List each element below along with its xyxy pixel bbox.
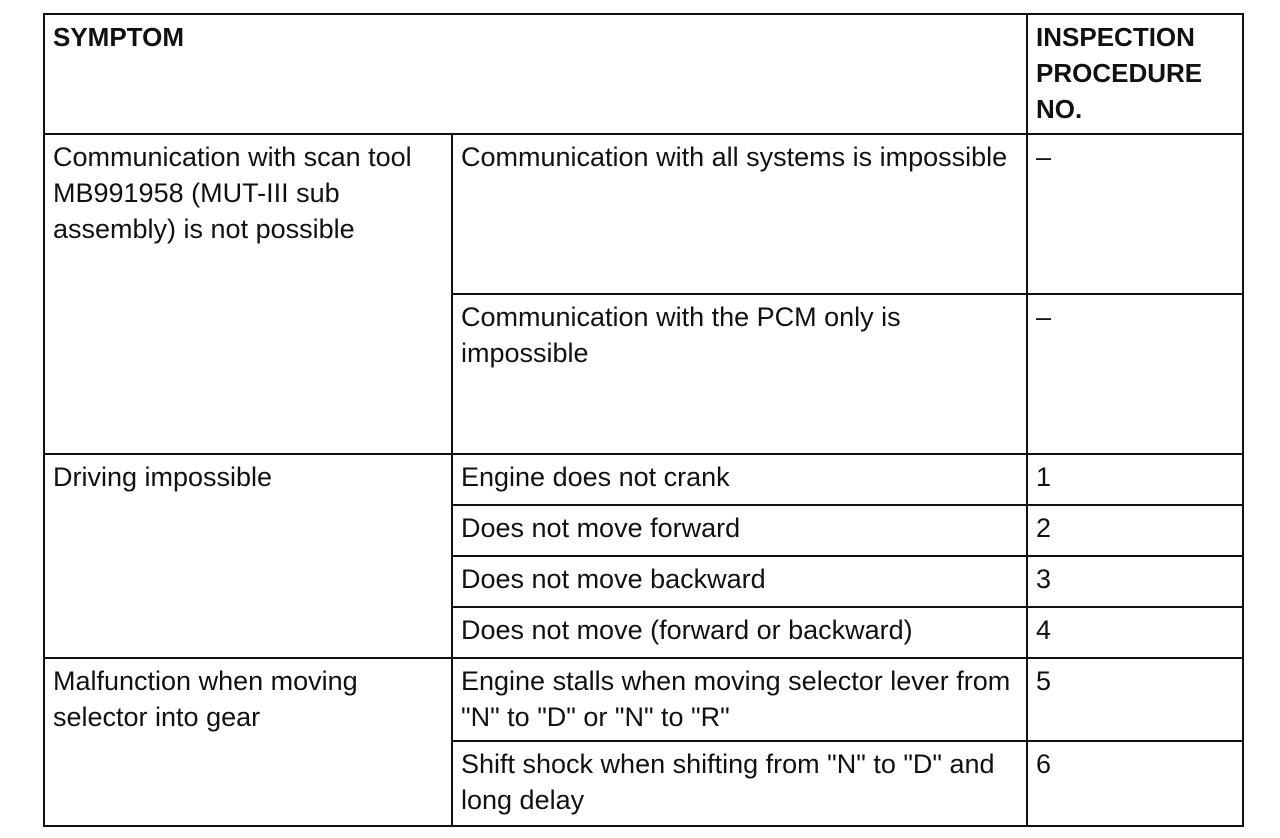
inspection-header-line-1: INSPECTION bbox=[1036, 22, 1195, 52]
inspection-header-line-3: NO. bbox=[1036, 94, 1083, 124]
table-row bbox=[44, 454, 1243, 505]
symptom-cell: Driving impossible bbox=[44, 454, 452, 658]
symptom-detail-cell: Shift shock when shifting from "N" to "D" and long delay bbox=[452, 741, 1027, 826]
procedure-number-cell: 2 bbox=[1027, 505, 1243, 556]
symptom-detail-cell: Does not move (forward or backward) bbox=[452, 607, 1027, 658]
procedure-number-cell: 3 bbox=[1027, 556, 1243, 607]
symptom-cell: Malfunction when moving selector into gear bbox=[44, 658, 452, 826]
procedure-number-cell: 1 bbox=[1027, 454, 1243, 505]
symptom-cell: Communication with scan tool MB991958 (MUT-III sub assembly) is not possible bbox=[44, 134, 452, 454]
inspection-header-line-2: PROCEDURE bbox=[1036, 58, 1203, 88]
symptom-detail-cell: Engine does not crank bbox=[452, 454, 1027, 505]
procedure-number-cell: – bbox=[1027, 294, 1243, 454]
symptom-header: SYMPTOM bbox=[44, 14, 1027, 134]
symptom-table bbox=[43, 13, 1244, 827]
symptom-detail-cell: Does not move backward bbox=[452, 556, 1027, 607]
inspection-procedure-header bbox=[1027, 14, 1243, 134]
procedure-number-cell: – bbox=[1027, 134, 1243, 294]
table-row bbox=[44, 658, 1243, 741]
table-header-row bbox=[44, 14, 1243, 134]
symptom-detail-cell: Does not move forward bbox=[452, 505, 1027, 556]
symptom-detail-cell: Engine stalls when moving selector lever from "N" to "D" or "N" to "R" bbox=[452, 658, 1027, 741]
procedure-number-cell: 6 bbox=[1027, 741, 1243, 826]
procedure-number-cell: 4 bbox=[1027, 607, 1243, 658]
table-row bbox=[44, 134, 1243, 294]
symptom-detail-cell: Communication with the PCM only is impossible bbox=[452, 294, 1027, 454]
symptom-detail-cell: Communication with all systems is impossible bbox=[452, 134, 1027, 294]
procedure-number-cell: 5 bbox=[1027, 658, 1243, 741]
